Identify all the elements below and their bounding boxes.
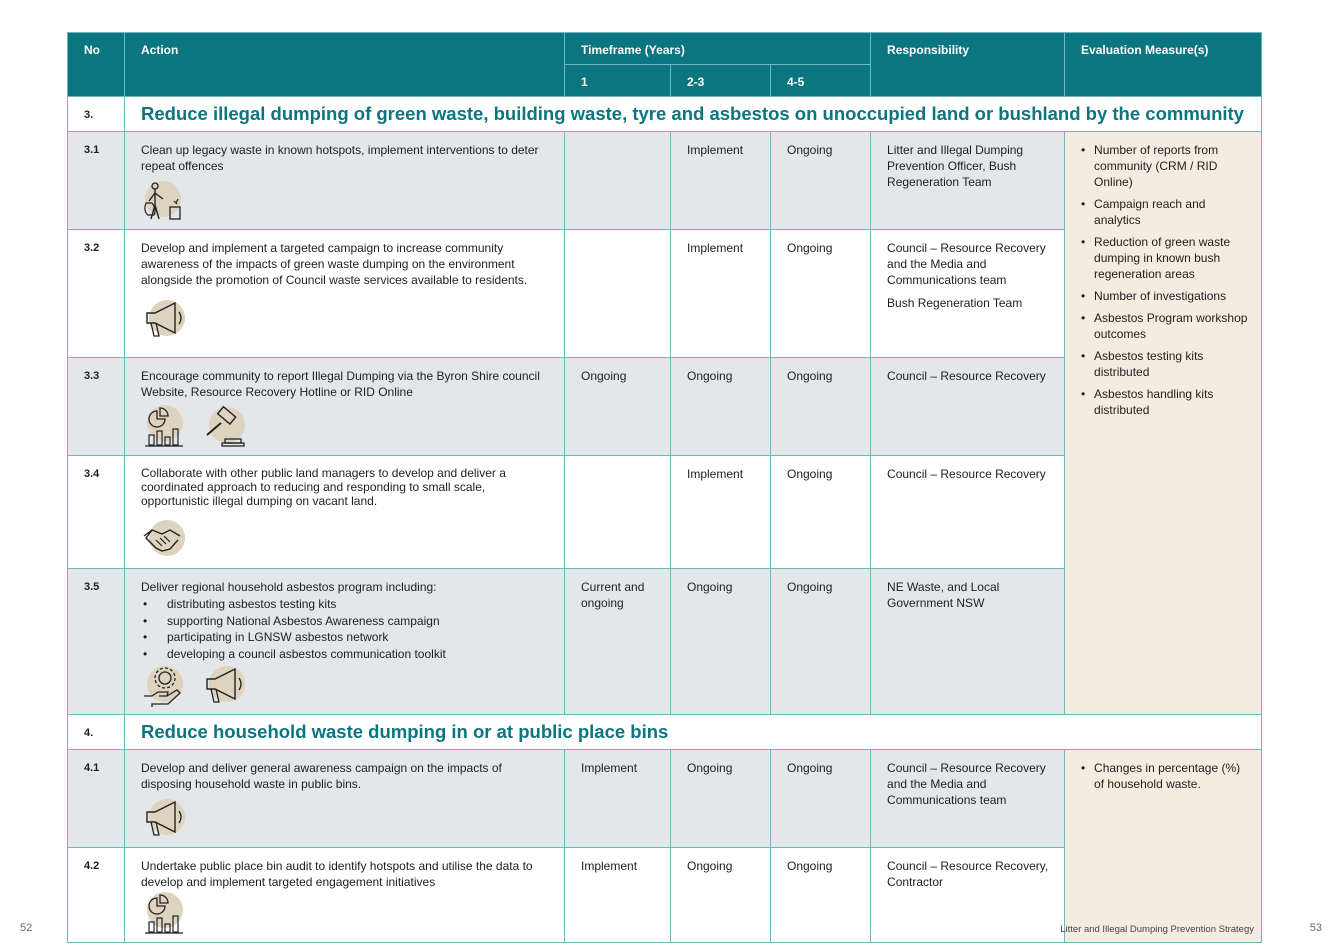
- responsibility-cell: [871, 456, 1065, 569]
- chart-icon: [141, 892, 187, 936]
- megaphone-icon: [201, 664, 247, 708]
- row-number: 3.4: [68, 456, 125, 569]
- megaphone-icon: [141, 797, 187, 841]
- timeframe-4-5: Ongoing: [771, 569, 871, 715]
- row-number: 3.2: [68, 230, 125, 358]
- action-text: Develop and deliver general awareness campaign on the impacts of disposing household waste in public bins.: [141, 761, 502, 791]
- action-cell: [125, 750, 565, 848]
- sub-list-item: • distributing asbestos testing kits: [141, 596, 550, 613]
- header-evaluation: Evaluation Measure(s): [1065, 33, 1262, 97]
- header-timeframe-2-3: 2-3: [671, 65, 771, 97]
- sub-list: [141, 596, 550, 662]
- timeframe-1: Implement: [565, 848, 671, 943]
- action-cell: [125, 569, 565, 715]
- timeframe-2-3: Implement: [671, 456, 771, 569]
- row-number: 4.1: [68, 750, 125, 848]
- handshake-icon: [141, 518, 187, 562]
- evaluation-item: • Number of investigations: [1079, 288, 1249, 304]
- action-cell: [125, 132, 565, 230]
- action-text: Encourage community to report Illegal Dumping via the Byron Shire council Website, Resource Recovery Hotline or RID Online: [141, 369, 540, 399]
- evaluation-item: • Number of reports from community (CRM / RID Online): [1079, 142, 1249, 190]
- timeframe-1: Current and ongoing: [565, 569, 671, 715]
- sub-list-item: • supporting National Asbestos Awareness campaign: [141, 613, 550, 630]
- evaluation-list: [1079, 760, 1249, 792]
- section-number: 4.: [68, 715, 125, 750]
- section-title: Reduce household waste dumping in or at public place bins: [125, 715, 1262, 750]
- action-text: Develop and implement a targeted campaign to increase community awareness of the impacts of green waste dumping on the environment alongside the promotion of Council waste services available to residents.: [141, 241, 528, 287]
- row-number: 3.1: [68, 132, 125, 230]
- timeframe-4-5: Ongoing: [771, 848, 871, 943]
- action-plan-table: [67, 32, 1262, 943]
- timeframe-2-3: Ongoing: [671, 358, 771, 456]
- responsibility-cell: [871, 848, 1065, 943]
- header-timeframe: Timeframe (Years): [565, 33, 871, 65]
- responsibility-text: Bush Regeneration Team: [887, 296, 1023, 310]
- responsibility-text: Council – Resource Recovery: [887, 369, 1046, 383]
- responsibility-text: Council – Resource Recovery: [887, 467, 1046, 481]
- header-no: No: [68, 33, 125, 97]
- timeframe-4-5: Ongoing: [771, 456, 871, 569]
- action-cell: [125, 230, 565, 358]
- timeframe-1: Ongoing: [565, 358, 671, 456]
- responsibility-cell: [871, 230, 1065, 358]
- timeframe-1: [565, 456, 671, 569]
- hand-gear-icon: [141, 664, 187, 708]
- action-cell: [125, 456, 565, 569]
- evaluation-list: [1079, 142, 1249, 418]
- section-number: 3.: [68, 97, 125, 132]
- page-number-right: 53: [1309, 922, 1322, 934]
- evaluation-cell: [1065, 132, 1262, 715]
- timeframe-4-5: Ongoing: [771, 358, 871, 456]
- section-title: Reduce illegal dumping of green waste, building waste, tyre and asbestos on unoccupied land or bushland by the community: [125, 97, 1262, 132]
- timeframe-2-3: Implement: [671, 132, 771, 230]
- action-text: Undertake public place bin audit to identify hotspots and utilise the data to develop and implement targeted engagement initiatives: [141, 859, 533, 889]
- document-title: Litter and Illegal Dumping Prevention Strategy: [1060, 924, 1254, 935]
- evaluation-cell: [1065, 750, 1262, 943]
- table-row: [68, 750, 1262, 848]
- evaluation-item: • Asbestos testing kits distributed: [1079, 348, 1249, 380]
- row-number: 3.5: [68, 569, 125, 715]
- responsibility-cell: [871, 358, 1065, 456]
- header-timeframe-4-5: 4-5: [771, 65, 871, 97]
- timeframe-4-5: Ongoing: [771, 230, 871, 358]
- responsibility-text: Litter and Illegal Dumping Prevention Officer, Bush Regeneration Team: [887, 143, 1024, 189]
- responsibility-text: Council – Resource Recovery and the Media and Communications team: [887, 241, 1046, 287]
- action-text: Clean up legacy waste in known hotspots, implement interventions to deter repeat offences: [141, 143, 539, 173]
- responsibility-cell: [871, 750, 1065, 848]
- megaphone-icon: [141, 298, 187, 342]
- evaluation-item: • Changes in percentage (%) of household waste.: [1079, 760, 1249, 792]
- responsibility-text: NE Waste, and Local Government NSW: [887, 580, 1000, 610]
- timeframe-1: Implement: [565, 750, 671, 848]
- responsibility-text: Council – Resource Recovery, Contractor: [887, 859, 1049, 889]
- row-number: 4.2: [68, 848, 125, 943]
- header-action: Action: [125, 33, 565, 97]
- row-number: 3.3: [68, 358, 125, 456]
- timeframe-2-3: Ongoing: [671, 848, 771, 943]
- responsibility-cell: [871, 569, 1065, 715]
- evaluation-item: • Asbestos Program workshop outcomes: [1079, 310, 1249, 342]
- evaluation-item: • Campaign reach and analytics: [1079, 196, 1249, 228]
- page-number-left: 52: [20, 922, 33, 934]
- evaluation-item: • Reduction of green waste dumping in known bush regeneration areas: [1079, 234, 1249, 282]
- action-text: Deliver regional household asbestos program including:: [141, 580, 437, 594]
- timeframe-2-3: Ongoing: [671, 750, 771, 848]
- timeframe-4-5: Ongoing: [771, 750, 871, 848]
- section-heading: [68, 715, 1262, 750]
- section-heading: [68, 97, 1262, 132]
- person-bin-icon: [141, 179, 187, 223]
- header-timeframe-1: 1: [565, 65, 671, 97]
- timeframe-1: [565, 132, 671, 230]
- chart-icon: [141, 405, 187, 449]
- action-cell: [125, 848, 565, 943]
- responsibility-text: Council – Resource Recovery and the Media and Communications team: [887, 761, 1046, 807]
- evaluation-item: • Asbestos handling kits distributed: [1079, 386, 1249, 418]
- sub-list-item: • developing a council asbestos communication toolkit: [141, 646, 550, 663]
- table-row: [68, 132, 1262, 230]
- responsibility-cell: [871, 132, 1065, 230]
- timeframe-2-3: Ongoing: [671, 569, 771, 715]
- timeframe-4-5: Ongoing: [771, 132, 871, 230]
- timeframe-1: [565, 230, 671, 358]
- gavel-icon: [201, 405, 247, 449]
- action-text: Collaborate with other public land managers to develop and deliver a coordinated approach to reducing and responding to small scale, opportunistic illegal dumping on vacant land.: [141, 466, 506, 508]
- action-cell: [125, 358, 565, 456]
- sub-list-item: • participating in LGNSW asbestos network: [141, 629, 550, 646]
- header-responsibility: Responsibility: [871, 33, 1065, 97]
- timeframe-2-3: Implement: [671, 230, 771, 358]
